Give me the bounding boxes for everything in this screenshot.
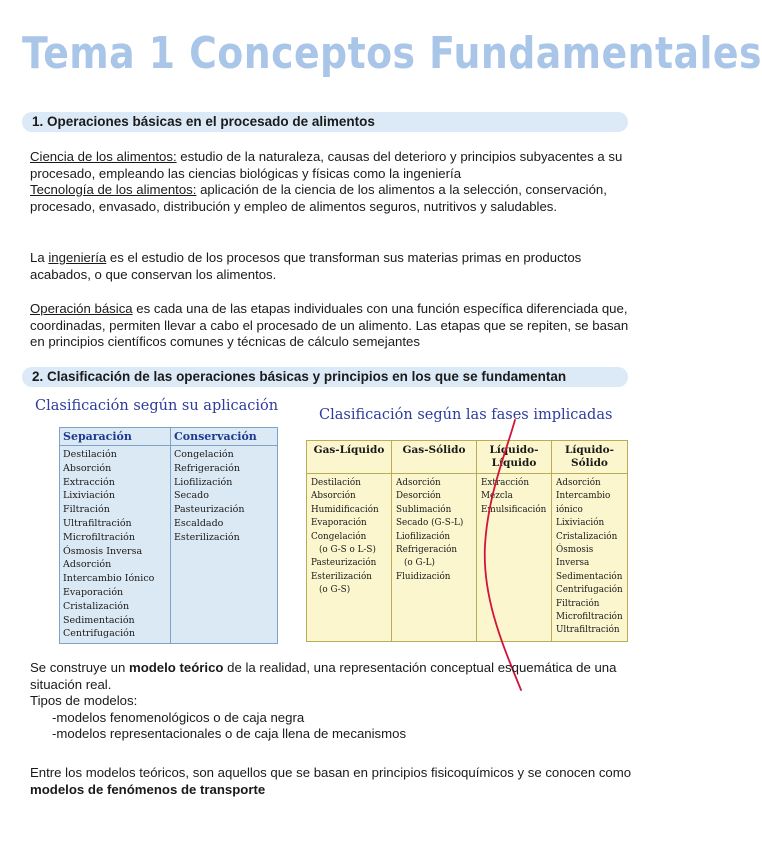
model-definition: de la realidad, una representación conceptual esquemática de una situación real. xyxy=(30,660,617,692)
header-separation: Separación xyxy=(60,428,171,446)
list-item: Absorción xyxy=(311,491,356,502)
list-item: Intercambio Iónico xyxy=(63,573,155,585)
list-item: Refrigeración xyxy=(396,545,458,556)
term-basic-operation: Operación básica xyxy=(30,301,133,316)
list-item: Refrigeración xyxy=(174,462,240,474)
list-item: Microfiltración xyxy=(556,612,623,623)
list-item: Esterilización xyxy=(174,531,240,543)
list-item: Filtración xyxy=(556,598,600,609)
list-item: Microfiltración xyxy=(63,531,135,543)
list-item: Sedimentación xyxy=(63,614,135,626)
list-item: Inversa xyxy=(556,558,590,569)
header-liquid-solid: Líquido- Sólido xyxy=(552,441,628,474)
food-science-definition: estudio de la naturaleza, causas del deterioro y principios subyacentes a su procesado, empleando las ciencias biológicas y físicas como la ingeniería xyxy=(30,149,623,181)
list-item: Extracción xyxy=(63,476,115,488)
transport-models-term: modelos de fenómenos de transporte xyxy=(30,781,266,797)
list-item: Esterilización xyxy=(311,571,372,582)
list-item: Cristalización xyxy=(63,600,130,612)
header-gas-solid: Gas-Sólido xyxy=(392,441,477,474)
list-item: Mezcla xyxy=(481,491,513,502)
engineering-definition: es el estudio de los procesos que transforman sus materias primas en productos acabados, o que conservan los alimentos. xyxy=(30,250,582,282)
list-item: Destilación xyxy=(63,449,117,460)
page-title-text: Tema 1 Conceptos Fundamentales xyxy=(22,28,762,79)
engineering-prefix: La xyxy=(30,250,49,265)
classification-by-phases-heading: Clasificación según las fases implicadas xyxy=(319,407,613,423)
list-item: Adsorción xyxy=(556,478,601,488)
list-item: Pasteurización xyxy=(174,504,245,516)
paragraph-transport-models xyxy=(30,765,645,798)
transport-models-text: Entre los modelos teóricos, son aquellos que se basan en principios fisicoquímicos y se conocen como xyxy=(30,765,632,780)
model-term: modelo teórico xyxy=(128,660,224,675)
list-item: Fluidización xyxy=(396,571,451,582)
list-item: (o G-S o L-S) xyxy=(319,545,376,556)
classification-by-application-heading: Clasificación según su aplicación xyxy=(35,398,279,414)
header-gas-liquid: Gas-Líquido xyxy=(307,441,392,474)
list-item-representational: -modelos representacionales o de caja llena de mecanismos xyxy=(52,726,407,741)
list-item: Secado (G-S-L) xyxy=(396,518,464,529)
header-liquid-liquid: Líquido- Líquido xyxy=(477,441,552,474)
list-item: Pasteurización xyxy=(311,558,377,569)
term-food-technology: Tecnología de los alimentos: xyxy=(30,182,197,197)
paragraph-theoretical-model xyxy=(30,660,645,743)
list-item: Destilación xyxy=(311,478,361,488)
list-item: Sublimación xyxy=(396,504,452,515)
term-food-science: Ciencia de los alimentos: xyxy=(30,149,177,164)
list-item-phenomenological: -modelos fenomenológicos o de caja negra xyxy=(52,709,305,725)
basic-operation-definition: es cada una de las etapas individuales con una función específica diferenciada que, coordinadas, permiten llevar a cabo el procesado de un alimento. Las etapas que se repiten, se basan en principios científicos comunes y técnicas de cálculo semejantes xyxy=(30,301,629,349)
list-item: Lixiviación xyxy=(63,490,116,502)
list-item: Ultrafiltración xyxy=(63,517,132,529)
section-2-heading: 2. Clasificación de las operaciones básicas y principios en los que se fundamentan xyxy=(22,367,628,387)
list-item: Emulsificación xyxy=(481,504,547,515)
list-item: Liofilización xyxy=(174,476,233,488)
list-item: Intercambio xyxy=(556,491,611,502)
list-item: Ultrafiltración xyxy=(556,625,620,636)
list-item: Congelación xyxy=(311,531,367,542)
list-item: Sedimentación xyxy=(556,571,623,582)
list-item: Evaporación xyxy=(311,518,367,529)
list-item: (o G-S) xyxy=(319,585,351,596)
list-item: Evaporación xyxy=(63,586,124,598)
model-types-label: Tipos de modelos: xyxy=(30,693,138,708)
header-conservation: Conservación xyxy=(171,428,278,446)
list-item: Centrifugación xyxy=(556,585,623,596)
list-item: Extracción xyxy=(481,478,529,488)
list-item: Lixiviación xyxy=(556,518,605,529)
list-item: Ósmosis Inversa xyxy=(63,545,143,557)
model-prefix: Se construye un xyxy=(30,660,129,675)
list-item: Centrifugación xyxy=(63,628,135,640)
list-item: Escaldado xyxy=(174,517,224,529)
list-item: Filtración xyxy=(63,504,110,516)
list-item: iónico xyxy=(556,504,583,515)
list-item: Adsorción xyxy=(396,478,441,488)
list-item: Liofilización xyxy=(396,531,451,542)
list-item: Humidificación xyxy=(311,504,379,515)
list-item: Desorción xyxy=(396,491,441,502)
list-item: Ósmosis xyxy=(556,545,594,556)
term-engineering: ingeniería xyxy=(48,250,107,265)
food-technology-definition: aplicación de la ciencia de los alimentos a la selección, conservación, procesado, envasado, distribución y empleo de alimentos seguros, nutritivos y saludables. xyxy=(30,182,607,214)
list-item: Absorción xyxy=(63,462,112,474)
section-1-heading: 1. Operaciones básicas en el procesado de alimentos xyxy=(22,112,628,132)
list-item: Cristalización xyxy=(556,531,618,542)
list-item: Congelación xyxy=(174,449,234,460)
list-item: Secado xyxy=(174,490,209,502)
list-item: Adsorción xyxy=(63,559,112,571)
list-item: (o G-L) xyxy=(404,558,435,569)
